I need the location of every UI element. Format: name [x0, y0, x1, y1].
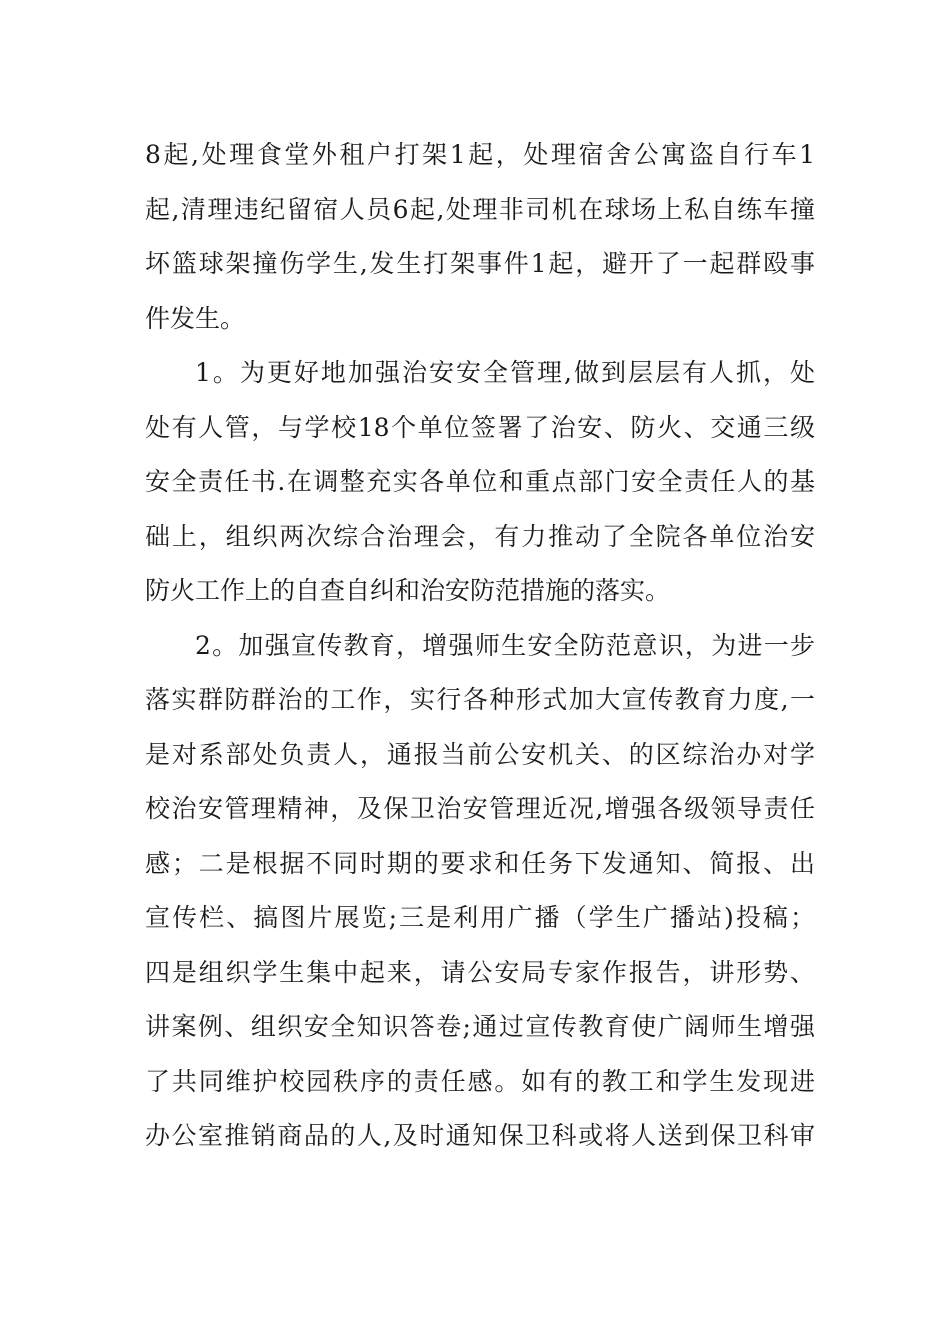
paragraph-1: [145, 128, 815, 346]
text-line: 件发生。: [145, 303, 246, 333]
text-line: 处有人管，与学校18个单位签署了治安、防火、交通三级: [145, 412, 815, 442]
text-line: 落实群防群治的工作，实行各种形式加大宣传教育力度,一: [145, 685, 815, 714]
text-line: 安全责任书.在调整充实各单位和重点部门安全责任人的基: [145, 467, 815, 496]
text-line: 1。为更好地加强治安安全管理,做到层层有人抓，处: [195, 358, 815, 387]
paragraph-3: [145, 619, 815, 1164]
text-line: 感；二是根据不同时期的要求和任务下发通知、简报、出: [145, 848, 815, 878]
text-line: 是对系部处负责人，通报当前公安机关、的区综治办对学: [145, 739, 815, 769]
text-line: 讲案例、组织安全知识答卷;通过宣传教育使广阔师生增强: [145, 1012, 815, 1041]
text-line: 2。加强宣传教育，增强师生安全防范意识，为进一步: [195, 630, 815, 660]
text-line: 了共同维护校园秩序的责任感。如有的教工和学生发现进: [145, 1066, 815, 1096]
text-line: 校治安管理精神，及保卫治安管理近况,增强各级领导责任: [145, 794, 815, 823]
body-text: [145, 128, 815, 1164]
text-line: 四是组织学生集中起来，请公安局专家作报告，讲形势、: [145, 957, 815, 987]
text-line: 防火工作上的自查自纠和治安防范措施的落实。: [145, 576, 671, 605]
paragraph-2: [145, 346, 815, 619]
text-line: 办公室推销商品的人,及时通知保卫科或将人送到保卫科审: [145, 1121, 815, 1150]
text-line: 8起,处理食堂外租户打架1起，处理宿舍公寓盗自行车1: [145, 140, 815, 169]
text-line: 础上，组织两次综合治理会，有力推动了全院各单位治安: [145, 521, 815, 551]
text-line: 宣传栏、搞图片展览;三是利用广播（学生广播站)投稿；: [145, 903, 815, 932]
text-line: 坏篮球架撞伤学生,发生打架事件1起，避开了一起群殴事: [145, 249, 815, 278]
text-line: 起,清理违纪留宿人员6起,处理非司机在球场上私自练车撞: [145, 194, 815, 224]
